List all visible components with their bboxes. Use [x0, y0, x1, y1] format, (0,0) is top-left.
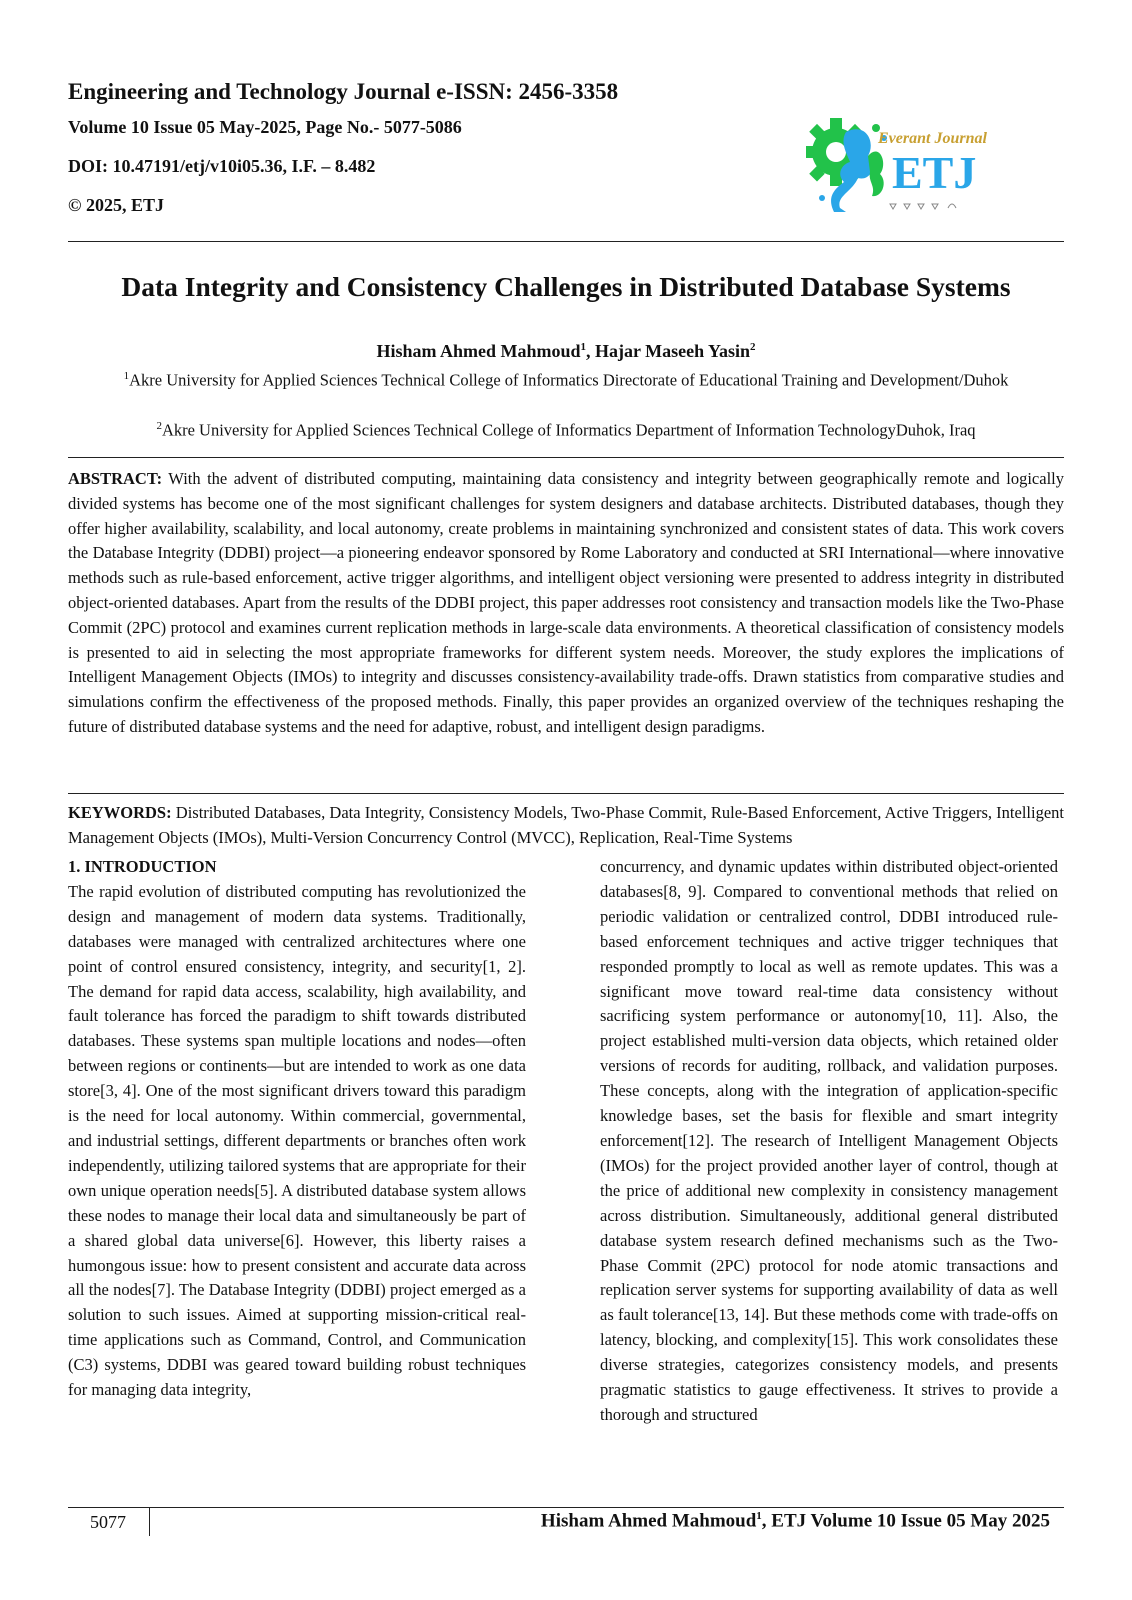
affiliation-2-mark: 2: [156, 420, 162, 432]
abstract-text: With the advent of distributed computing, maintaining data consistency and integrity between geographically remote and logically divided systems has become one of the most significant challenges for system designers and database architects. Distributed databases, though they offer higher availability, scalability, and local autonomy, create problems in maintaining synchronized and consistent states of data. This work covers the Database Integrity (DDBI) project—a pioneering endeavor sponsored by Rome Laboratory and conducted at SRI International—where innovative methods such as rule-based enforcement, active trigger algorithms, and intelligent object versioning were presented to address integrity in distributed object-oriented databases. Apart from the results of the DDBI project, this paper addresses root consistency and transaction models like the Two-Phase Commit (2PC) protocol and examines current replication methods in large-scale data environments. A theoretical classification of consistency models is presented to aid in selecting the most appropriate frameworks for different system needs. Moreover, the study explores the implications of Intelligent Management Objects (IMOs) to integrity and discusses consistency-availability trade-offs. Drawn statistics from comparative studies and simulations confirm the effectiveness of the proposed methods. Finally, this paper provides an organized overview of the techniques reshaping the future of distributed database systems and the need for adaptive, robust, and intelligent design paradigms.: [68, 469, 1064, 736]
author-2-affil-mark: 2: [750, 341, 756, 353]
affiliation-2-text: Akre University for Applied Sciences Technical College of Informatics Department of Information TechnologyDuhok, Iraq: [161, 420, 976, 440]
page-number: 5077: [90, 1512, 126, 1532]
etj-logo-icon: [806, 112, 1020, 220]
abstract: [68, 467, 1064, 740]
affiliation-1: [120, 364, 1012, 393]
affiliation-1-text: Akre University for Applied Sciences Technical College of Informatics Directorate of Educational Training and Development/Duhok: [129, 370, 1009, 390]
journal-header: [68, 78, 788, 233]
keywords-top-rule: [68, 793, 1064, 794]
author-1-affil-mark: 1: [580, 341, 587, 353]
paper-title: Data Integrity and Consistency Challenges in Distributed Database Systems: [121, 271, 1011, 302]
footer-journal-info: , ETJ Volume 10 Issue 05 May 2025: [761, 1510, 1050, 1532]
intro-left-text: The rapid evolution of distributed computing has revolutionized the design and management of modern data systems. Traditionally, databases were managed with centralized architectures where one point of control ensured consistency, integrity, and security[1, 2]. The demand for rapid data access, scalability, high availability, and fault tolerance has forced the paradigm to shift towards distributed databases. These systems span multiple locations and nodes—often between regions or continents—but are intended to work as one data store[3, 4]. One of the most significant drivers toward this paradigm is the need for local autonomy. Within commercial, governmental, and industrial settings, different departments or branches often work independently, utilizing tailored systems that are appropriate for their own unique operation needs[5]. A distributed database system allows these nodes to manage their local data and simultaneously be part of a shared global data universe[6]. However, this liberty raises a humongous issue: how to present consistent and accurate data across all the nodes[7]. The Database Integrity (DDBI) project emerged as a solution to such issues. Aimed at supporting mission-critical real-time applications such as Command, Control, and Communication (C3) systems, DDBI was geared toward building robust techniques for managing data integrity,: [68, 881, 526, 1400]
author-separator: ,: [586, 341, 596, 361]
author-2: Hajar Maseeh Yasin: [595, 341, 751, 361]
volume-info: Volume 10 Issue 05 May-2025, Page No.- 5077-5086: [68, 117, 462, 137]
footer-divider: [68, 1507, 1064, 1508]
intro-right-text: concurrency, and dynamic updates within distributed object-oriented databases[8, 9]. Compared to conventional methods that relied on periodic validation or centralized control, DDBI introduced rule-based enforcement techniques and active trigger techniques that responded promptly to local as well as remote updates. This was a significant move toward real-time data consistency without sacrificing system performance or autonomy[10, 11]. Also, the project established multi-version data objects, which retained older versions of records for auditing, rollback, and validation purposes. These concepts, along with the integration of application-specific knowledge bases, set the basis for flexible and smart integrity enforcement[12]. The research of Intelligent Management Objects (IMOs) for the project provided another layer of control, though at the price of additional new complexity in consistency management across distribution. Simultaneously, additional general distributed database system research defined mechanisms such as the Two-Phase Commit (2PC) protocol for node atomic transactions and replication server systems for supporting availability of data as well as fault tolerance[13, 14]. But these methods come with trade-offs on latency, blocking, and complexity[15]. This work consolidates these diverse strategies, categorizes consistency models, and presents pragmatic statistics to gauge effectiveness. It strives to provide a thorough and structured: [600, 857, 1058, 1424]
keywords-text: Distributed Databases, Data Integrity, Consistency Models, Two-Phase Commit, Rule-Based Enforcement, Active Triggers, Intelligent Management Objects (IMOs), Multi-Version Concurrency Control (MVCC), Replication, Real-Time Systems: [68, 803, 1064, 847]
affiliation-1-mark: 1: [123, 370, 130, 382]
svg-text:Everant Journal: Everant Journal: [878, 130, 987, 147]
intro-left-column: [68, 855, 526, 1403]
intro-right-column: [600, 855, 1058, 1428]
keywords-label: KEYWORDS:: [68, 803, 172, 822]
abstract-top-rule: [68, 457, 1064, 458]
journal-name: Engineering and Technology Journal e-ISSN: 2456-3358: [68, 79, 619, 104]
footer-author-mark: 1: [756, 1510, 762, 1522]
footer-separator: [149, 1508, 150, 1536]
author-list: [68, 336, 1064, 362]
copyright: © 2025, ETJ: [68, 195, 164, 215]
keywords: [68, 801, 1064, 851]
affiliation-2: [68, 414, 1064, 443]
header-divider: [68, 241, 1064, 242]
section-heading-introduction: 1. INTRODUCTION: [68, 857, 217, 876]
footer-author: Hisham Ahmed Mahmoud: [540, 1510, 757, 1532]
abstract-label: ABSTRACT:: [68, 469, 163, 488]
doi-info: DOI: 10.47191/etj/v10i05.36, I.F. – 8.482: [68, 156, 376, 176]
svg-text:ETJ: ETJ: [892, 147, 977, 198]
author-1: Hisham Ahmed Mahmoud: [376, 341, 581, 361]
footer-running-head: [300, 1510, 1050, 1532]
